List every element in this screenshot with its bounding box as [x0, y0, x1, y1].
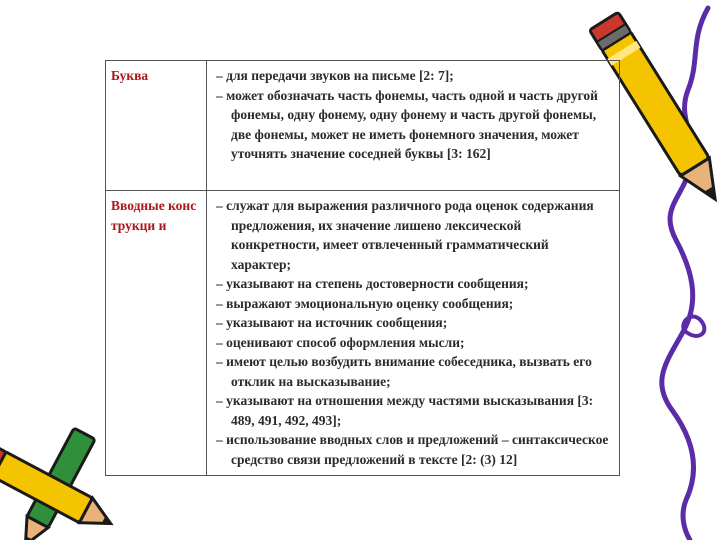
- pencils-icon: [0, 428, 119, 540]
- definition-line: – служат для выражения различного рода оценок содержания предложения, их значение лишено лексической конкретности, имеет отвлеченный грамматический характер;: [216, 198, 594, 272]
- table-row: [106, 191, 620, 476]
- definition-line: – для передачи звуков на письме [2: 7];: [216, 68, 454, 83]
- definition-line: – использование вводных слов и предложений – синтаксическое средство связи предложений в тексте [2: (3) 12]: [216, 432, 609, 467]
- table-row: [106, 61, 620, 191]
- terms-table: [105, 60, 620, 476]
- definition-line: – указывают на отношения между частями высказывания [3: 489, 491, 492, 493];: [216, 393, 594, 428]
- term-cell: Вводные конструкци и: [106, 191, 207, 476]
- definition-line: – указывают на степень достоверности сообщения;: [216, 276, 529, 291]
- term-cell: Буква: [106, 61, 207, 191]
- ribbon-icon: [662, 8, 708, 540]
- definition-line: – имеют целью возбудить внимание собеседника, вызвать его отклик на высказывание;: [216, 354, 592, 389]
- definition-line: – выражают эмоциональную оценку сообщения;: [216, 295, 514, 311]
- definitions-cell: [207, 191, 620, 476]
- definitions-cell: [207, 61, 620, 191]
- definition-line: – указывают на источник сообщения;: [216, 315, 448, 330]
- definition-line: – оценивают способ оформления мысли;: [216, 334, 465, 350]
- definition-line: – может обозначать часть фонемы, часть одной и часть другой фонемы, одну фонему, одну фонему и часть другой фонемы, две фонемы, может не иметь фонемного значения, может уточнять значение соседней буквы [3: 162]: [216, 87, 598, 161]
